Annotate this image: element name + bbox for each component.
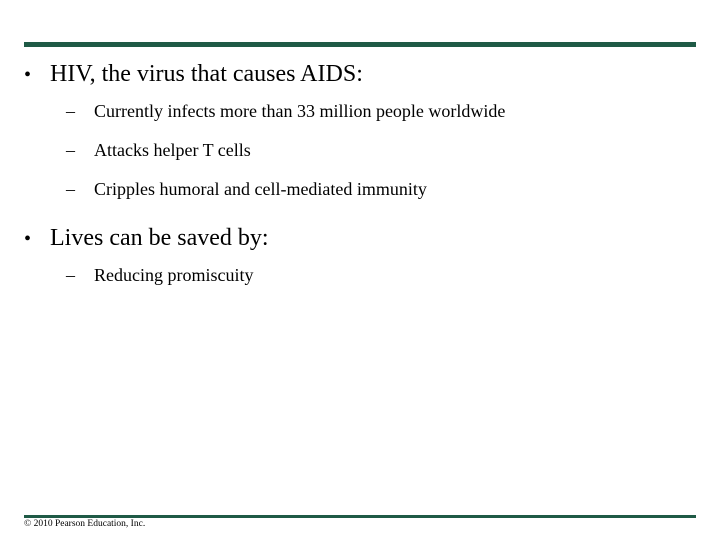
sub-bullet-list: [24, 264, 269, 286]
dash-icon: –: [66, 265, 75, 285]
bullet-hiv: [24, 60, 505, 217]
bullet-line: [24, 224, 269, 252]
bullet-text: HIV, the virus that causes AIDS:: [50, 61, 363, 87]
copyright-footer: © 2010 Pearson Education, Inc.: [24, 519, 146, 529]
sub-bullet-text: Attacks helper T cells: [94, 140, 251, 160]
sub-bullet-list: [24, 100, 505, 200]
bullet-text: Lives can be saved by:: [50, 225, 269, 251]
sub-bullet-item: [66, 139, 505, 161]
top-rule: [24, 42, 696, 47]
dash-icon: –: [66, 179, 75, 199]
sub-bullet-item: [66, 100, 505, 122]
sub-bullet-text: Reducing promiscuity: [94, 265, 254, 285]
dash-icon: –: [66, 140, 75, 160]
bullet-icon: •: [24, 228, 32, 250]
bottom-rule: [24, 515, 696, 518]
sub-bullet-item: [66, 264, 269, 286]
bullet-lives-saved: [24, 224, 269, 303]
sub-bullet-item: [66, 178, 505, 200]
bullet-line: [24, 60, 505, 88]
dash-icon: –: [66, 101, 75, 121]
sub-bullet-text: Cripples humoral and cell-mediated immunity: [94, 179, 427, 199]
sub-bullet-text: Currently infects more than 33 million people worldwide: [94, 101, 506, 121]
bullet-icon: •: [24, 64, 32, 86]
